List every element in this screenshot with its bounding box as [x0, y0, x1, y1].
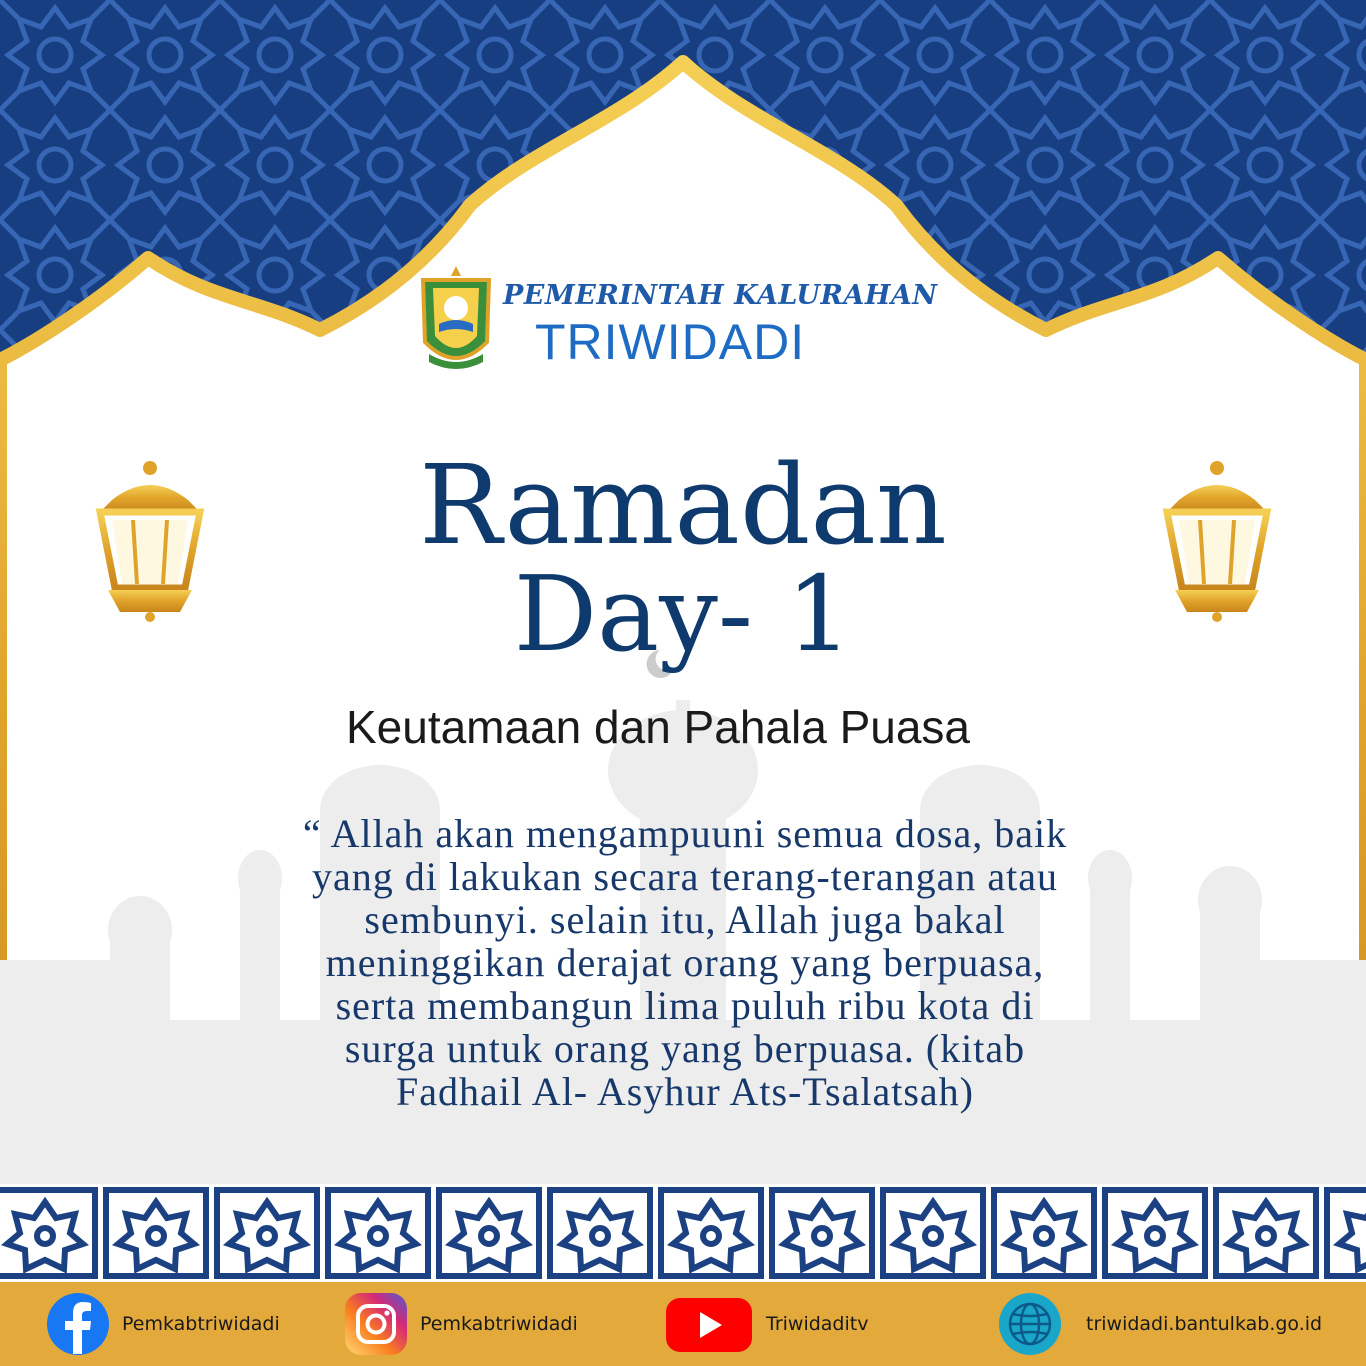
website-link[interactable] [998, 1282, 1322, 1366]
instagram-icon [344, 1292, 408, 1356]
globe-icon [998, 1292, 1062, 1356]
quote-line: “ Allah akan mengampuuni semua dosa, baik [302, 811, 1068, 856]
instagram-handle: Pemkabtriwidadi [420, 1313, 578, 1335]
org-name-line1: PEMERINTAH KALURAHAN [503, 280, 938, 311]
title-ramadan: Ramadan [419, 441, 947, 569]
youtube-handle: Triwidaditv [766, 1313, 869, 1335]
social-footer [0, 1282, 1366, 1366]
hadith-quote [190, 812, 1180, 1113]
quote-line: surga untuk orang yang berpuasa. (kitab [344, 1026, 1026, 1071]
org-name-line2: TRIWIDADI [535, 314, 806, 370]
facebook-handle: Pemkabtriwidadi [122, 1313, 280, 1335]
youtube-link[interactable] [664, 1282, 868, 1366]
website-url: triwidadi.bantulkab.go.id [1086, 1313, 1323, 1335]
quote-line: serta membangun lima puluh ribu kota di [335, 983, 1035, 1028]
subtitle: Keutamaan dan Pahala Puasa [345, 701, 971, 753]
instagram-link[interactable] [344, 1282, 578, 1366]
facebook-link[interactable] [46, 1282, 280, 1366]
quote-line: meninggikan derajat orang yang berpuasa, [325, 940, 1045, 985]
quote-line: yang di lakukan secara terang-terangan atau [312, 854, 1058, 899]
youtube-icon [664, 1292, 754, 1356]
ornament-border [0, 1184, 1366, 1282]
quote-line: sembunyi. selain itu, Allah juga bakal [364, 897, 1006, 942]
title-day: Day- 1 [513, 553, 853, 675]
quote-line: Fadhail Al- Asyhur Ats-Tsalatsah) [396, 1069, 974, 1114]
kalurahan-emblem-logo [415, 262, 497, 378]
facebook-icon [46, 1292, 110, 1356]
